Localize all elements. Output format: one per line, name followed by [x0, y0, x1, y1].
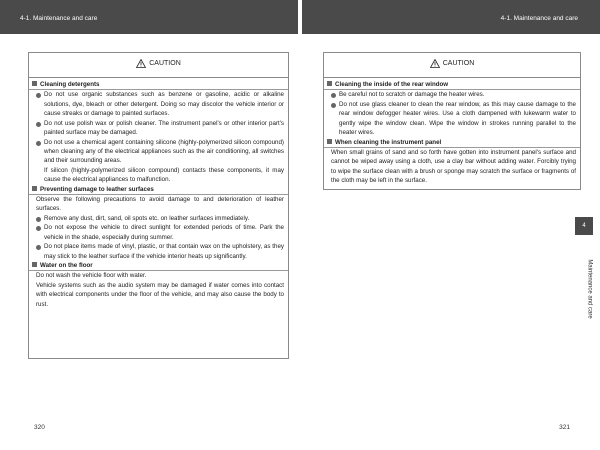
caution-box-left: [28, 52, 289, 359]
section-header-left: 4-1. Maintenance and care: [20, 15, 98, 22]
caution-box-right: [323, 52, 581, 190]
bullet-item: Do not use glass cleaner to clean the rear window, as this may cause damage to the rear window defogger heater wires. Use a cloth dampened with lukewarm water to gently wipe the window clean. Wipe the window in strokes running parallel to the heater wires.: [327, 100, 576, 138]
page-number-right: 321: [559, 424, 570, 431]
caution-label: CAUTION: [442, 60, 475, 67]
page-gutter: [298, 0, 302, 450]
bullet-item: Remove any dust, dirt, sand, oil spots etc. on leather surfaces immediately.: [32, 214, 284, 223]
bullet-item: Do not place items made of vinyl, plastic, or that contain wax on the upholstery, as they may stick to the leather surface if the vehicle interior heats up significantly.: [32, 242, 284, 261]
warning-triangle-icon: [136, 59, 146, 68]
chapter-tab-number[interactable]: 4: [575, 217, 593, 235]
warning-triangle-icon: [430, 59, 440, 68]
caution-header: [324, 53, 580, 73]
chapter-tab-label: Maintenance and care: [586, 259, 593, 319]
section-header-right: 4-1. Maintenance and care: [500, 15, 578, 22]
caution-header: [29, 53, 288, 73]
section-title: Cleaning detergents: [29, 80, 288, 90]
bullet-item: Do not use polish wax or polish cleaner. The instrument panel's or other interior part's painted surface may be damaged.: [32, 119, 284, 138]
bullet-item: Do not expose the vehicle to direct sunlight for extended periods of time. Park the vehicle in the shade, especially during summer.: [32, 223, 284, 242]
page-number-left: 320: [34, 424, 45, 431]
bullet-item: Do not use organic substances such as benzene or gasoline, acidic or alkaline solutions, dye, bleach or other detergent. Doing so may discolor the vehicle interior or cause streaks or damage to painted surfaces.: [32, 90, 284, 118]
paragraph: When small grains of sand and so forth have gotten into instrument panel's surface and cannot be wiped away using a cloth, use a clay bar without adding water. Forcibly trying to wipe the surface clean with a brush or sponge may scratch the surface or fragments of the cloth may be left in the surface.: [331, 148, 576, 185]
caution-label: CAUTION: [149, 60, 181, 67]
bullet-item: Be careful not to scratch or damage the heater wires.: [327, 90, 576, 99]
section-title: Preventing damage to leather surfaces: [29, 185, 288, 195]
section-title: Cleaning the inside of the rear window: [324, 80, 580, 90]
paragraph: Vehicle systems such as the audio system may be damaged if water comes into contact with electrical components under the floor of the vehicle, and may also cause the body to rust.: [36, 281, 284, 308]
section-title: Water on the floor: [29, 261, 288, 271]
paragraph: Do not wash the vehicle floor with water.: [36, 272, 147, 280]
paragraph: Observe the following precautions to avoid damage to and deterioration of leather surfaces.: [36, 196, 284, 213]
bullet-note: If silicon (highly-polymerized silicon compound) contacts these components, it may cause the electrical appliances to malfunction.: [44, 166, 284, 184]
bullet-item: Do not use a chemical agent containing silicone (highly-polymerized silicon compound) when cleaning any of the electrical appliances such as the air conditioning, all switches and their surrounding areas.: [32, 138, 284, 166]
section-title: When cleaning the instrument panel: [324, 138, 580, 148]
